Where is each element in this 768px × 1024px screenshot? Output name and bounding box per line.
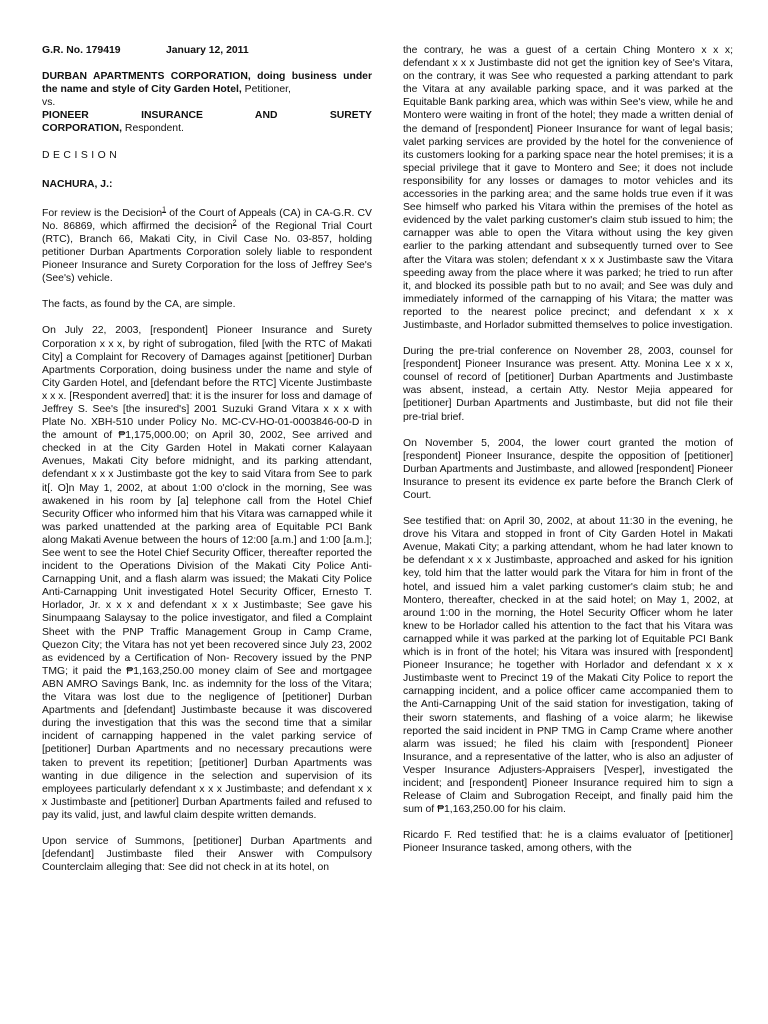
paragraph-text: of the Court of Appeals (CA) in CA-G.R. CV No. 86869, which affirmed the decision [42,207,372,232]
paragraph: On July 22, 2003, [respondent] Pioneer Insurance and Surety Corporation x x x, by right of subrogation, filed [with the RTC of Makati City] a Complaint for Recovery of Damages against [petitioner] Durban Apartments Corporation, doing business under the name and style of City Garden Hotel, and [defendant before the RTC] Vicente Justimbaste x x x. [Respondent averred] that: it is the insurer for loss and damage of Jeffrey S. See's [the insured's] 2001 Suzuki Grand Vitara x x x with Plate No. XBH-510 under Policy No. MC-CV-HO-01-0003846-00-D in the amount of ₱1,175,000.00; on April 30, 2002, See arrived and checked in at the City Garden Hotel in Makati corner Kalayaan Avenues, Makati City before midnight, and its parking attendant, defendant x x x Justimbaste got the key to said Vitara from See to park it[. O]n May 1, 2002, at about 1:00 o'clock in the morning, See was awakened in his room by [a] telephone call from the Hotel Chief Security Officer who informed him that his Vitara was carnapped while it was parked unattended at the parking area of Equitable PCI Bank along Makati Avenue between the hours of 12:00 [a.m.] and 1:00 [a.m.]; See went to see the Hotel Chief Security Officer, thereafter reported the incident to the Operations Division of the Makati City Police Anti-Carnapping Unit, and a flash alarm was issued; the Makati City Police Anti-Carnapping Unit investigated Hotel Security Officer, Ernesto T. Horlador, Jr. x x x and defendant x x x Justimbaste; See gave his Sinumpaang Salaysay to the police investigator, and filed a Complaint Sheet with the PNP Traffic Management Group in Camp Crame, Quezon City; the Vitara has not yet been recovered since July 23, 2002 as evidenced by a Certification of Non- Recovery issued by the PNP TMG; it paid the ₱1,163,250.00 money claim of See and mortgagee ABN AMRO Savings Bank, Inc. as indemnity for the loss of the Vitara; the Vitara was lost due to the negligence of [petitioner] Durban Apartments and [defendant] Justimbaste because it was discovered during the investigation that this was the second time that a similar incident of carnapping happened in the valet parking service of [petitioner] Durban Apartments and no necessary precautions were taken to prevent its repetition; [petitioner] Durban Apartments was wanting in due diligence in the selection and supervision of its employees particularly defendant x x x Justimbaste; and defendant x x x Justimbaste and [petitioner] Durban Apartments failed and refused to pay its valid, just, and lawful claim despite written demands. [42,325,372,821]
paragraph: See testified that: on April 30, 2002, at about 11:30 in the evening, he drove his Vitara and stopped in front of City Garden Hotel in Makati Avenue, Makati City; a parking attendant, whom he had later known to be defendant x x x Justimbaste, approached and asked for his ignition key, told him that the latter would park the Vitara for him in front of the hotel, and issued him a valet parking customer's claim stub; he and Montero, thereafter, checked in at the said hotel; on May 1, 2002, at around 1:00 in the morning, the Hotel Security Officer whom he later knew to be Horlador called his attention to the fact that his Vitara was carnapped while it was parked at the parking lot of Equitable PCI Bank which is in front of the hotel; his Vitara was insured with [respondent] Pioneer Insurance; he together with Horlador and defendant x x x Justimbaste went to Precinct 19 of the Makati City Police to report the carnapping incident, and a police officer came accompanied them to the Anti-Carnapping Unit of the said station for investigation, taking of their sworn statements, and flashing of a voice alarm; he likewise reported the said incident in PNP TMG in Camp Crame where another alarm was issued; he filed his claim with [respondent] Pioneer Insurance, and a representative of the latter, who is also an adjuster of Vesper Insurance Adjusters-Appraisers [Vesper], investigated the incident; and [respondent] Pioneer Insurance required him to sign a Release of Claim and Subrogation Receipt, and finally paid him the sum of ₱1,163,250.00 for his claim. [403,516,733,816]
case-header [42,44,372,57]
respondent-block [42,122,372,135]
left-column [42,44,372,887]
petitioner-role: Petitioner, [241,84,291,96]
decision-title: DECISION [42,149,121,161]
decision-date: January 12, 2011 [166,45,249,56]
paragraph: Ricardo F. Red testified that: he is a claims evaluator of [petitioner] Pioneer Insurance tasked, among others, with the [403,830,733,855]
paragraph: Upon service of Summons, [petitioner] Durban Apartments and [defendant] Justimbaste filed their Answer with Compulsory Counterclaim alleging that: See did not check in at its hotel, on [42,835,372,874]
paragraph-text: of the Regional Trial Court (RTC), Branch 66, Makati City, in Civil Case No. 03-857, holding petitioner Durban Apartments Corporation solely liable to respondent Pioneer Insurance and Surety Corporation for the loss of Jeffrey See's (See's) vehicle. [42,220,372,285]
footnote-link-2[interactable]: 2 [232,219,237,227]
case-parties [42,70,372,135]
respondent-role: Respondent. [122,123,184,135]
footnote-link-1[interactable]: 1 [162,206,167,214]
petitioner-block [42,70,372,96]
versus-label: vs. [42,97,56,109]
paragraph: On November 5, 2004, the lower court granted the motion of [respondent] Pioneer Insurance, despite the opposition of [petitioner] Durban Apartments and Justimbaste, and allowed [respondent] Pioneer Insurance to present its evidence ex parte before the Branch Clerk of Court. [403,437,733,501]
paragraph: the contrary, he was a guest of a certain Ching Montero x x x; defendant x x x Justimbaste did not get the ignition key of See's Vitara, on the contrary, it was See who requested a parking attendant to park the Vitara at any available parking space, and it was parked at the Equitable Bank parking area, which was within See's view, while he and Montero were waiting in front of the hotel; they made a written denial of the demand of [respondent] Pioneer Insurance for want of legal basis; valet parking services are provided by the hotel for the convenience of its customers looking for a parking space near the hotel premises; it is a special privilege that it gave to Montero and See; it does not include responsibility for any losses or damages to motor vehicles and its accessories in the parking area; and the same holds true even if it was See himself who parked his Vitara within the premises of the hotel as evidenced by the valet parking customer's claim stub issued to him; the carnapper was able to open the Vitara without using the key given earlier to the parking attendant and subsequently turned over to See after the Vitara was stolen; defendant x x x Justimbaste saw the Vitara speeding away from the place where it was parked; he tried to run after it, and blocked its possible path but to no avail; and See was duly and immediately informed of the carnapping of his Vitara; the matter was reported to the nearest police precinct; and defendant x x x Justimbaste, and Horlador submitted themselves to police investigation. [403,45,733,331]
ponente: NACHURA, J.: [42,178,113,190]
respondent-name-line2: CORPORATION, [42,123,123,135]
paragraph [42,207,372,286]
paragraph: During the pre-trial conference on November 28, 2003, counsel for [respondent] Pioneer Insurance was present. Atty. Monina Lee x x x, counsel of record of [petitioner] Durban Apartments and Justimbaste was absent, instead, a certain Atty. Nestor Mejia appeared for [petitioner] Durban Apartments and Justimbaste, but did not file their pre-trial brief. [403,346,733,423]
paragraph: The facts, as found by the CA, are simple. [42,299,236,311]
respondent-name-line1: PIONEER INSURANCE AND SURETY [42,110,372,122]
case-number: G.R. No. 179419 [42,45,121,56]
right-column [403,44,733,868]
paragraph-text: For review is the Decision [42,207,163,219]
petitioner-name: DURBAN APARTMENTS CORPORATION, doing business under the name and style of City Garden Hotel, [42,71,372,96]
